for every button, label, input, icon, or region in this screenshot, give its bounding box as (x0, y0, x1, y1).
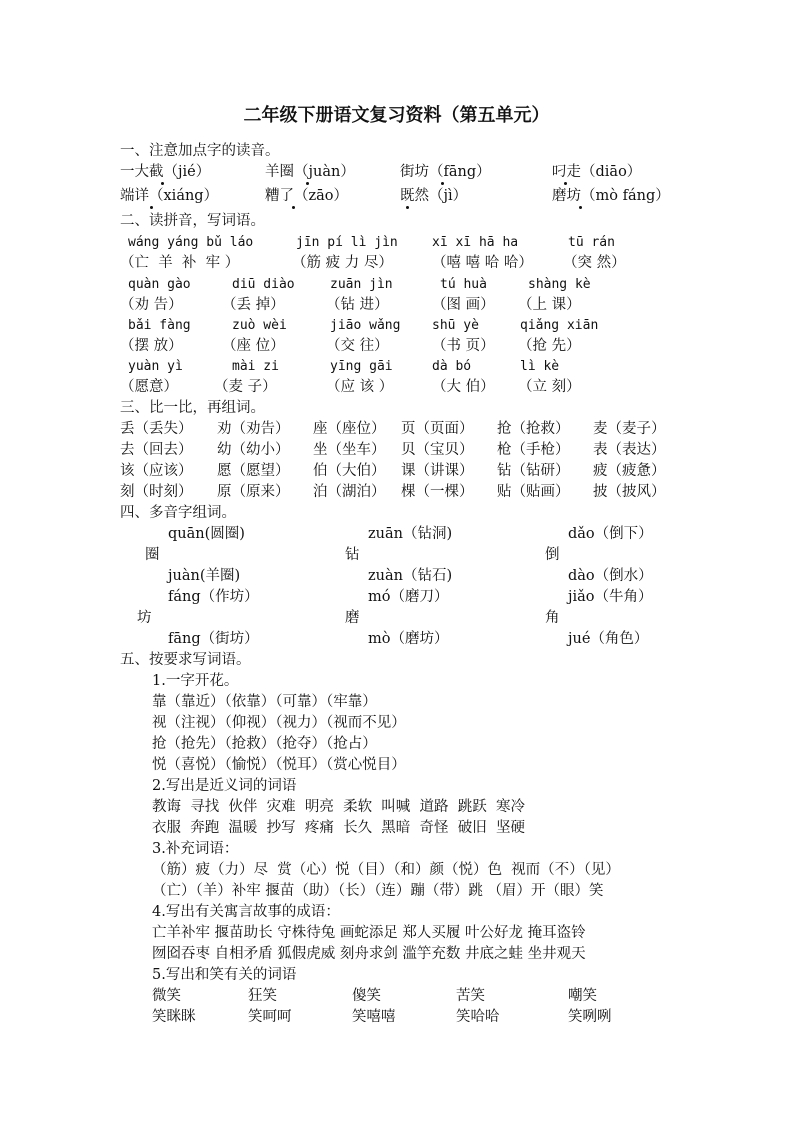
subsection-heading: 4.写出有关寓言故事的成语： (152, 904, 340, 920)
pinyin: tú huà (440, 277, 487, 292)
text-line: 衣服 奔跑 温暖 抄写 疼痛 长久 黑暗 奇怪 破旧 坚硬 (152, 820, 525, 836)
emphasis-dot (441, 182, 444, 185)
text-line: 抢（抢先）（抢救）（抢夺）（抢占） (152, 736, 377, 752)
compare-cell: 座（座位） (313, 421, 386, 437)
pinyin: bǎi fàng (128, 318, 191, 333)
laugh-word: 苦笑 (456, 988, 485, 1004)
subsection-heading: 3.补充词语： (152, 841, 239, 857)
emphasis-dot (306, 182, 309, 185)
emphasis-dot (406, 206, 409, 209)
laugh-word: 笑哈哈 (456, 1009, 500, 1025)
s1-item: 磨坊（mò fáng） (552, 188, 670, 204)
laugh-word: 笑眯眯 (152, 1009, 196, 1025)
s1-item: 羊圈（juàn） (265, 164, 355, 180)
emphasis-dot (161, 182, 164, 185)
text-line: 悦（喜悦）（愉悦）（悦耳）（赏心悦目） (152, 757, 406, 773)
text-line: （筋）疲（力）尽 赏（心）悦（目）（和）颜（悦）色 视而（不）（见） (152, 862, 620, 878)
s1-item: 一大截（jié） (120, 164, 211, 180)
s1-item: 既然（jì） (400, 188, 468, 204)
polyphone-char: 磨 (345, 610, 360, 626)
laugh-word: 狂笑 (248, 988, 277, 1004)
emphasis-dot (292, 206, 295, 209)
s1-item: 糟了（zāo） (265, 188, 349, 204)
word: （麦 子） (214, 379, 277, 395)
word: （劝 告） (120, 297, 183, 313)
word: （摆 放） (120, 338, 183, 354)
section-4-heading: 四、多音字组词。 (120, 505, 236, 521)
compare-cell: 枪（手枪） (497, 442, 570, 458)
section-1-heading: 一、注意加点字的读音。 (120, 143, 280, 159)
compare-cell: 愿（愿望） (217, 463, 290, 479)
compare-cell: 原（原来） (217, 484, 290, 500)
polyphone-reading: zuàn（钻石) (368, 568, 453, 584)
laugh-word: 微笑 (152, 988, 181, 1004)
pinyin: wáng yáng bǔ láo (128, 235, 254, 250)
s1-item: 端详（xiáng） (120, 188, 219, 204)
s1-item: 街坊（fāng） (400, 164, 491, 180)
pinyin: qiǎng xiān (520, 318, 599, 333)
compare-cell: 伯（大伯） (313, 463, 386, 479)
polyphone-reading: mó（磨刀） (368, 589, 449, 605)
word: （立 刻） (518, 379, 581, 395)
polyphone-reading: zuān（钻洞) (368, 526, 453, 542)
laugh-word: 笑嘻嘻 (352, 1009, 396, 1025)
polyphone-reading: dǎo（倒下） (568, 526, 653, 542)
compare-cell: 幼（幼小） (217, 442, 290, 458)
text-line: 亡羊补牢 揠苗助长 守株待兔 画蛇添足 郑人买履 叶公好龙 掩耳盗铃 (152, 925, 586, 941)
pinyin: shū yè (432, 318, 479, 333)
polyphone-reading: juàn(羊圈) (168, 568, 241, 584)
pinyin: shàng kè (528, 277, 591, 292)
text-line: 囫囵吞枣 自相矛盾 狐假虎威 刻舟求剑 滥竽充数 井底之蛙 坐井观天 (152, 946, 586, 962)
polyphone-char: 坊 (137, 610, 152, 626)
laugh-word: 笑呵呵 (248, 1009, 292, 1025)
compare-cell: 页（页面） (401, 421, 474, 437)
subsection-heading: 5.写出和笑有关的词语 (152, 967, 297, 983)
compare-cell: 疲（疲惫） (593, 463, 666, 479)
compare-cell: 泊（湖泊） (313, 484, 386, 500)
polyphone-char: 倒 (545, 547, 560, 563)
word: （应 该 ） (326, 379, 394, 395)
word: （座 位） (222, 338, 285, 354)
s1-item: 叼走（diāo） (552, 164, 642, 180)
polyphone-char: 圈 (145, 547, 160, 563)
text-line: 教诲 寻找 伙伴 灾难 明亮 柔软 叫喊 道路 跳跃 寒冷 (152, 799, 525, 815)
compare-cell: 抢（抢救） (497, 421, 570, 437)
compare-cell: 披（披风） (593, 484, 666, 500)
compare-cell: 刻（时刻） (120, 484, 193, 500)
emphasis-dot (150, 206, 153, 209)
polyphone-reading: mò（磨坊） (368, 631, 449, 647)
text-line: 靠（靠近）（依靠）（可靠）（牢靠） (152, 694, 377, 710)
laugh-word: 笑咧咧 (568, 1009, 612, 1025)
polyphone-char: 钻 (345, 547, 360, 563)
text-line: 视（注视）（仰视）（视力）（视而不见） (152, 715, 406, 731)
pinyin: zuān jìn (330, 277, 393, 292)
polyphone-reading: fáng（作坊） (168, 589, 259, 605)
compare-cell: 钻（钻研） (497, 463, 570, 479)
pinyin: quàn gào (128, 277, 191, 292)
compare-cell: 课（讲课） (401, 463, 474, 479)
word: （钻 进） (326, 297, 389, 313)
compare-cell: 该（应该） (120, 463, 193, 479)
subsection-heading: 2.写出是近义词的词语 (152, 778, 297, 794)
polyphone-reading: jué（角色） (568, 631, 649, 647)
compare-cell: 麦（麦子） (593, 421, 666, 437)
word: （图 画） (432, 297, 495, 313)
word: （交 往） (326, 338, 389, 354)
compare-cell: 劝（劝告） (217, 421, 290, 437)
word: （突 然） (563, 255, 626, 271)
word: （抢 先） (518, 338, 581, 354)
pinyin: yīng gāi (330, 359, 393, 374)
word: （愿意） (120, 379, 178, 395)
section-5-heading: 五、按要求写词语。 (120, 652, 251, 668)
section-2-heading: 二、读拼音，写词语。 (120, 213, 265, 229)
laugh-word: 傻笑 (352, 988, 381, 1004)
pinyin: yuàn yì (128, 359, 183, 374)
word: （筋 疲 力 尽） (292, 255, 393, 271)
compare-cell: 棵（一棵） (401, 484, 474, 500)
pinyin: tū rán (568, 235, 615, 250)
pinyin: lì kè (520, 359, 560, 374)
compare-cell: 坐（坐车） (313, 442, 386, 458)
polyphone-char: 角 (545, 610, 560, 626)
page-title: 二年级下册语文复习资料（第五单元） (243, 105, 550, 126)
compare-cell: 去（回去） (120, 442, 193, 458)
pinyin: jiāo wǎng (330, 318, 401, 333)
word: （书 页） (432, 338, 495, 354)
word: （丢 掉） (222, 297, 285, 313)
emphasis-dot (564, 182, 567, 185)
pinyin: xī xī hā ha (432, 235, 519, 250)
compare-cell: 表（表达） (593, 442, 666, 458)
polyphone-reading: jiǎo（牛角） (568, 589, 653, 605)
pinyin: diū diào (232, 277, 295, 292)
pinyin: zuò wèi (232, 318, 287, 333)
word: （嘻 嘻 哈 哈） (432, 255, 533, 271)
pinyin: mài zi (232, 359, 279, 374)
laugh-word: 嘲笑 (568, 988, 597, 1004)
polyphone-reading: dào（倒水） (568, 568, 653, 584)
section-3-heading: 三、比一比，再组词。 (120, 400, 265, 416)
compare-cell: 贴（贴画） (497, 484, 570, 500)
subsection-heading: 1.一字开花。 (152, 673, 239, 689)
polyphone-reading: fāng（街坊） (168, 631, 259, 647)
pinyin: jīn pí lì jìn (296, 235, 398, 250)
polyphone-reading: quān(圆圈) (168, 526, 245, 542)
emphasis-dot (579, 206, 582, 209)
text-line: （亡）（羊）补牢 揠苗（助）（长）（连）蹦（带）跳 （眉）开（眼）笑 (152, 883, 604, 899)
word: （大 伯） (432, 379, 495, 395)
compare-cell: 贝（宝贝） (401, 442, 474, 458)
word: （亡 羊 补 牢 ） (120, 255, 240, 271)
word: （上 课） (518, 297, 581, 313)
pinyin: dà bó (432, 359, 472, 374)
compare-cell: 丢（丢失） (120, 421, 193, 437)
